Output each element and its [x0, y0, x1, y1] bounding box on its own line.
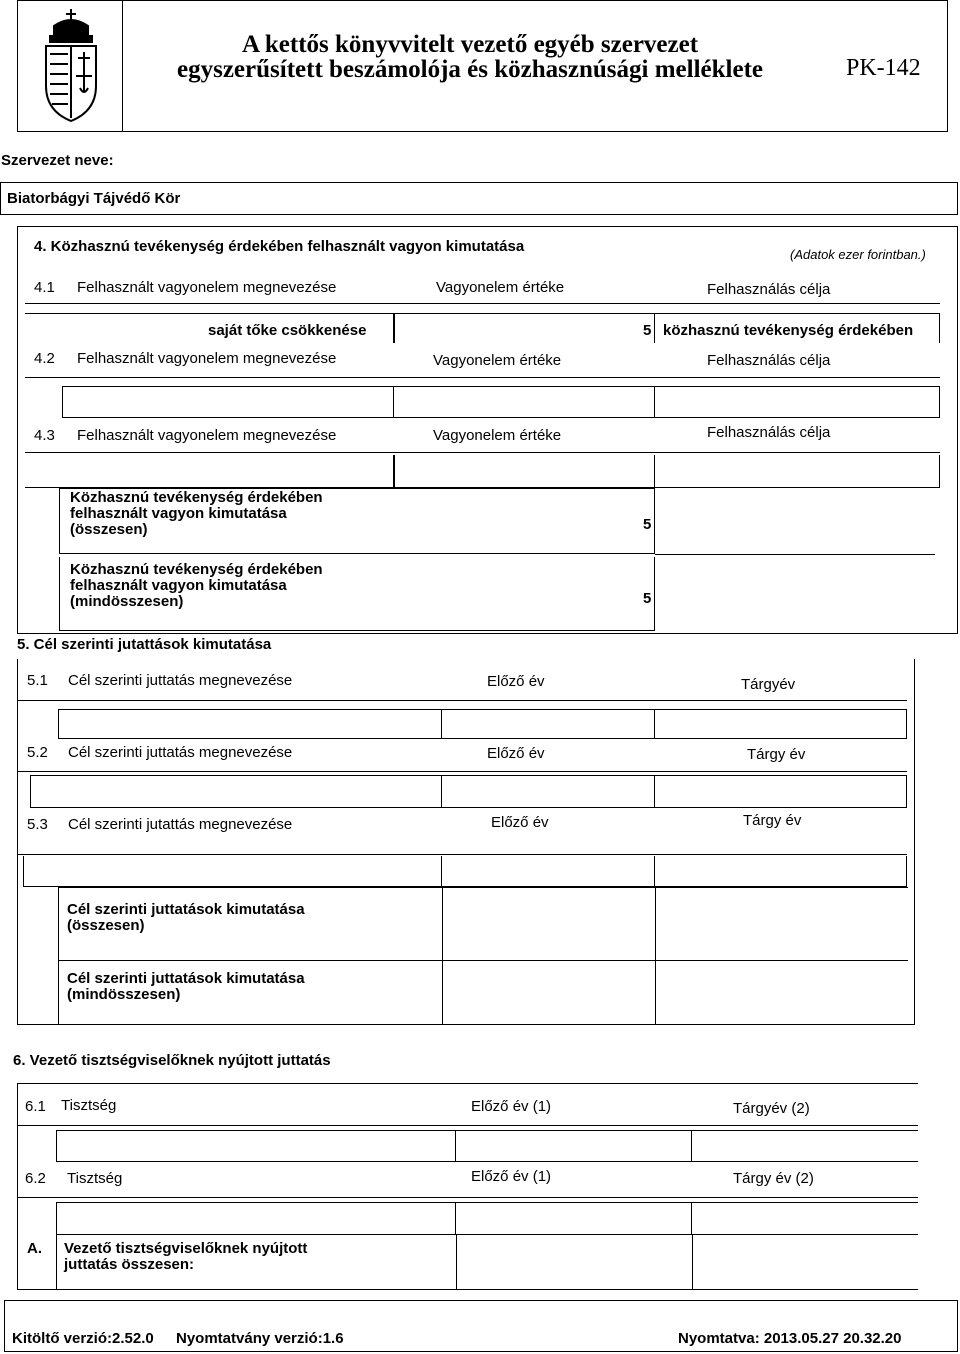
section5-grand-total-line2: (mindösszesen) [67, 986, 181, 1003]
row-5-3-curr-cell[interactable] [655, 856, 907, 887]
section4-total-value: 5 [643, 516, 652, 533]
section4-total-line1: Közhasznú tevékenység érdekében [70, 489, 323, 506]
section6-title: 6. Vezető tisztségviselőknek nyújtott juttatás [13, 1052, 331, 1069]
row-4-2-purpose-cell[interactable] [655, 386, 940, 418]
print-timestamp: Nyomtatva: 2013.05.27 20.32.20 [678, 1330, 902, 1347]
row-4-3-col-value: Vagyonelem értéke [433, 427, 562, 444]
form-title-line2: egyszerűsített beszámolója és közhasznúsági melléklete [177, 56, 763, 83]
divider [25, 377, 940, 378]
row-6-2-col-curr: Tárgy év (2) [733, 1170, 814, 1187]
divider [17, 1125, 918, 1126]
row-6-2-col-title: Tisztség [67, 1170, 123, 1187]
section6-total-line1: Vezető tisztségviselőknek nyújtott [64, 1240, 308, 1257]
row-5-3-name-cell[interactable] [23, 856, 442, 887]
section5-title: 5. Cél szerinti jutattások kimutatása [17, 636, 272, 653]
divider [655, 961, 656, 1025]
row-4-3-purpose-cell[interactable] [655, 455, 940, 488]
org-label: Szervezet neve: [1, 152, 114, 169]
row-4-1-col-name: Felhasznált vagyonelem megnevezése [77, 279, 337, 296]
row-6-1-curr-cell[interactable] [692, 1130, 918, 1162]
row-5-2-curr-cell[interactable] [655, 775, 907, 808]
header-divider [122, 0, 123, 132]
row-4-1-col-purpose: Felhasználás célja [707, 281, 831, 298]
row-4-1-item-value: 5 [643, 322, 652, 339]
row-6-2-curr-cell[interactable] [692, 1202, 918, 1235]
divider [442, 961, 443, 1025]
divider [56, 1235, 57, 1290]
row-4-2-number: 4.2 [34, 350, 55, 367]
row-6-1-title-cell[interactable] [56, 1130, 456, 1162]
row-4-1-col-value: Vagyonelem értéke [436, 279, 565, 296]
row-6-1-col-curr: Tárgyév (2) [733, 1100, 810, 1117]
row-4-3-value-cell[interactable] [394, 455, 655, 488]
section4-grand-total-line1: Közhasznú tevékenység érdekében [70, 561, 323, 578]
divider [17, 854, 907, 855]
section4-grand-total-value: 5 [643, 590, 652, 607]
row-4-3-name-cell[interactable] [25, 455, 394, 488]
divider [17, 1197, 918, 1198]
row-4-3-number: 4.3 [34, 427, 55, 444]
row-4-2-value-cell[interactable] [394, 386, 655, 418]
row-5-3-col-name: Cél szerinti jutattás megnevezése [68, 816, 293, 833]
section6-total-number: A. [27, 1240, 42, 1257]
row-4-2-name-cell[interactable] [62, 386, 394, 418]
divider [442, 887, 443, 961]
row-4-2-col-purpose: Felhasználás célja [707, 352, 831, 369]
filler-version: Kitöltő verzió:2.52.0 [12, 1330, 154, 1347]
row-5-1-number: 5.1 [27, 672, 48, 689]
row-4-1-item-name: saját tőke csökkenése [208, 322, 367, 339]
row-5-2-col-curr: Tárgy év [747, 746, 806, 763]
divider [17, 771, 907, 772]
row-6-1-prev-cell[interactable] [456, 1130, 692, 1162]
section6-total-line2: juttatás összesen: [64, 1256, 195, 1273]
row-6-1-col-prev: Előző év (1) [471, 1098, 552, 1115]
row-5-1-curr-cell[interactable] [655, 709, 907, 739]
row-5-3-number: 5.3 [27, 816, 48, 833]
form-code: PK-142 [846, 55, 921, 81]
form-version: Nyomtatvány verzió:1.6 [176, 1330, 344, 1347]
divider [456, 1235, 457, 1290]
row-5-2-name-cell[interactable] [30, 775, 442, 808]
row-6-2-col-prev: Előző év (1) [471, 1168, 552, 1185]
row-6-2-prev-cell[interactable] [456, 1202, 692, 1235]
row-6-1-col-title: Tisztség [61, 1097, 117, 1114]
row-5-1-name-cell[interactable] [58, 709, 442, 739]
row-5-1-col-curr: Tárgyév [741, 676, 796, 693]
row-4-1-item-purpose: közhasznú tevékenység érdekében [663, 322, 914, 339]
row-4-3-col-name: Felhasznált vagyonelem megnevezése [77, 427, 337, 444]
divider [25, 452, 940, 453]
divider [25, 303, 940, 304]
row-5-3-col-prev: Előző év [491, 814, 549, 831]
section4-title: 4. Közhasznú tevékenység érdekében felhasznált vagyon kimutatása [34, 238, 525, 255]
row-6-1-number: 6.1 [25, 1098, 46, 1115]
divider [655, 554, 935, 555]
row-4-1-number: 4.1 [34, 279, 55, 296]
row-4-1-value-cell[interactable] [394, 313, 655, 343]
row-6-2-title-cell[interactable] [56, 1202, 456, 1235]
section5-total-line1: Cél szerinti juttatások kimutatása [67, 901, 305, 918]
row-5-2-number: 5.2 [27, 744, 48, 761]
row-5-1-col-name: Cél szerinti juttatás megnevezése [68, 672, 293, 689]
divider [655, 887, 656, 961]
divider [17, 700, 907, 701]
row-4-2-col-name: Felhasznált vagyonelem megnevezése [77, 350, 337, 367]
row-4-2-col-value: Vagyonelem értéke [433, 352, 562, 369]
unit-note: (Adatok ezer forintban.) [790, 247, 926, 262]
section4-grand-total-line3: (mindösszesen) [70, 593, 184, 610]
section5-grand-total-line1: Cél szerinti juttatások kimutatása [67, 970, 305, 987]
section5-total-line2: (összesen) [67, 917, 145, 934]
row-5-2-col-prev: Előző év [487, 745, 545, 762]
divider [692, 1235, 693, 1290]
row-5-3-col-curr: Tárgy év [743, 812, 802, 829]
row-5-1-col-prev: Előző év [487, 673, 545, 690]
org-name-value: Biatorbágyi Tájvédő Kör [7, 190, 181, 207]
row-4-3-col-purpose: Felhasználás célja [707, 424, 831, 441]
form-title-line1: A kettős könyvvitelt vezető egyéb szervezet [241, 31, 699, 58]
row-6-2-number: 6.2 [25, 1170, 46, 1187]
row-5-2-col-name: Cél szerinti juttatás megnevezése [68, 744, 293, 761]
row-5-2-prev-cell[interactable] [442, 775, 655, 808]
row-5-1-prev-cell[interactable] [442, 709, 655, 739]
section4-grand-total-line2: felhasznált vagyon kimutatása [70, 577, 287, 594]
section4-total-line3: (összesen) [70, 521, 148, 538]
section4-total-line2: felhasznált vagyon kimutatása [70, 505, 287, 522]
row-5-3-prev-cell[interactable] [442, 856, 655, 887]
coat-of-arms-icon [36, 6, 106, 124]
section5-total-box [58, 887, 908, 961]
